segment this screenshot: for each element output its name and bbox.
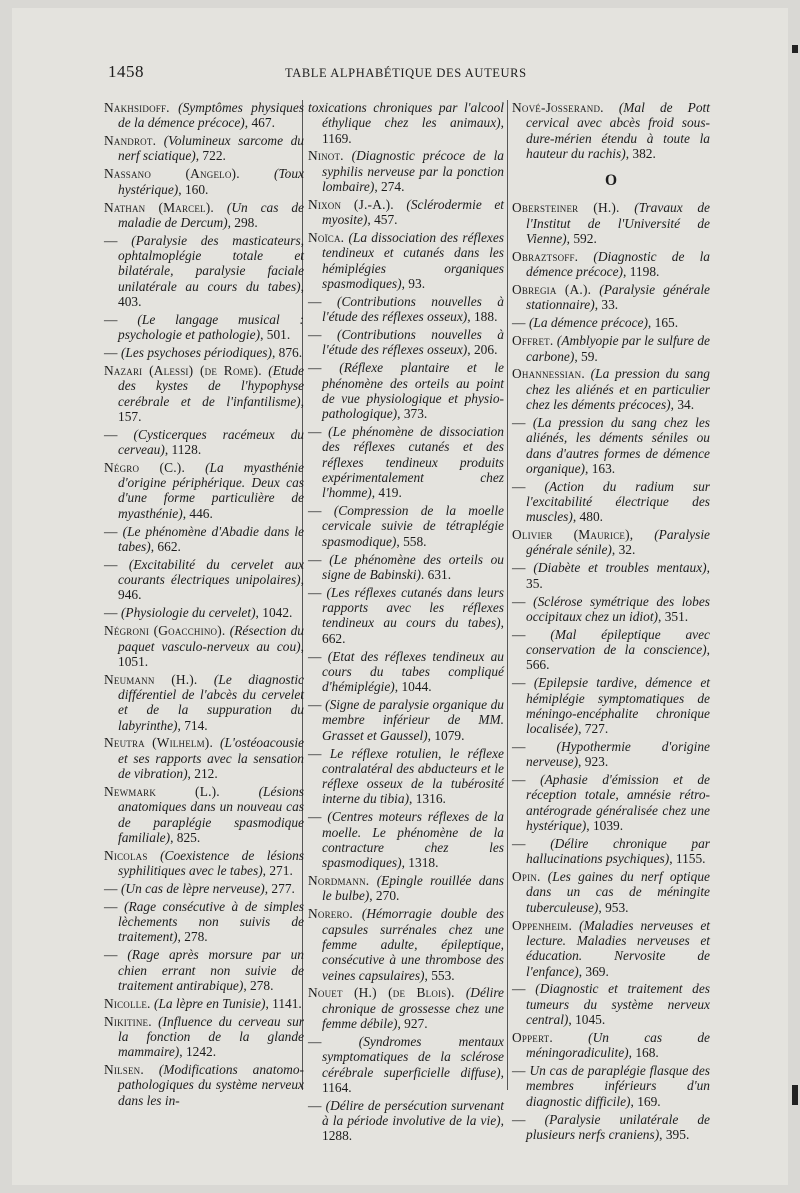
author-name: Nicolle. bbox=[104, 995, 151, 1011]
index-entry bbox=[308, 360, 504, 421]
page-reference: , 1316. bbox=[409, 791, 446, 807]
page-reference: , 188. bbox=[467, 309, 498, 325]
author-name: — bbox=[104, 345, 118, 361]
index-entry bbox=[104, 166, 304, 197]
index-entry bbox=[308, 503, 504, 549]
index-entry bbox=[512, 315, 710, 330]
page-reference: , 1042. bbox=[255, 605, 293, 621]
page-header bbox=[0, 62, 800, 86]
author-name: Nakhsidoff. bbox=[104, 100, 170, 115]
work-title: (Résection du paquet vasculo-nerveux au cou) bbox=[118, 623, 304, 654]
page-reference: , 351. bbox=[658, 608, 689, 624]
index-column-3 bbox=[512, 100, 710, 1145]
work-title: (Réflexe plantaire et le phénomène des orteils au point de vue physiologique et physio-pathologique) bbox=[322, 360, 504, 422]
index-entry bbox=[308, 552, 504, 583]
author-name: Oppenheim. bbox=[512, 917, 573, 933]
page-reference: , 157. bbox=[118, 393, 304, 424]
index-entry bbox=[104, 848, 304, 879]
author-name: Oppert. bbox=[512, 1029, 553, 1045]
author-name: Obraztsoff. bbox=[512, 248, 579, 264]
work-title: (Un cas de méningoradiculite) bbox=[526, 1029, 710, 1061]
author-name: — bbox=[104, 232, 118, 248]
author-name: — bbox=[308, 503, 322, 519]
work-title: (La myasthénie d'origine périphérique. Deux cas d'une forme particulière de myasthénie) bbox=[118, 459, 304, 521]
index-entry bbox=[104, 524, 304, 555]
page-reference: , 59. bbox=[574, 348, 598, 364]
page-reference: , 553. bbox=[424, 967, 455, 983]
page-reference: , 592. bbox=[566, 231, 597, 247]
page-reference: , 1288. bbox=[322, 1112, 504, 1144]
index-entry bbox=[104, 996, 304, 1011]
author-name: — bbox=[512, 315, 526, 331]
index-entry bbox=[308, 697, 504, 743]
index-entry bbox=[512, 918, 710, 979]
page-reference: , 927. bbox=[397, 1016, 428, 1032]
page-reference: , 662. bbox=[322, 615, 504, 646]
author-name: — bbox=[512, 739, 526, 754]
page-reference: , 1044. bbox=[394, 679, 432, 695]
author-name: Nicolas bbox=[104, 847, 148, 863]
author-name: Négro (C.). bbox=[104, 459, 185, 475]
page-reference: , 1039. bbox=[586, 818, 624, 834]
index-entry bbox=[512, 627, 710, 673]
work-title: (Paralysie des masticateurs, ophtalmoplégie totale et bilatérale, paralysie faciale unilatérale au cours du tabes) bbox=[118, 232, 304, 294]
author-name: — bbox=[104, 880, 118, 896]
index-entry bbox=[104, 899, 304, 945]
work-title: (Centres moteurs réflexes de la moelle. Le phénomène de la contracture chez les spasmodiques) bbox=[322, 809, 504, 871]
index-entry bbox=[104, 345, 304, 360]
author-name: — bbox=[512, 835, 526, 851]
work-title: (Paralysie générale sénile) bbox=[526, 527, 710, 558]
index-entry bbox=[308, 148, 504, 194]
index-entry bbox=[512, 836, 710, 867]
index-entry bbox=[512, 1112, 710, 1143]
index-entry bbox=[512, 249, 710, 280]
author-name: — bbox=[308, 697, 322, 713]
work-title: (Sclérodermie et myosite) bbox=[322, 196, 504, 228]
work-title: (Lésions anatomiques dans un nouveau cas de paraplégie spasmodique familiale) bbox=[118, 783, 304, 845]
author-name: — bbox=[308, 1033, 322, 1049]
index-entry bbox=[308, 906, 504, 982]
author-name: — bbox=[512, 478, 526, 494]
index-entry bbox=[104, 100, 304, 131]
author-name: — bbox=[308, 1097, 322, 1113]
page-reference: , 1155. bbox=[669, 851, 706, 867]
work-title: (L'ostéoacousie et ses rapports avec la sensation de vibration) bbox=[118, 735, 304, 782]
index-column-2 bbox=[308, 100, 504, 1146]
author-name: — bbox=[308, 809, 322, 825]
work-title: (Etude des kystes de l'hypophyse cerébrale et de l'infantilisme) bbox=[118, 362, 304, 409]
page-reference: , 1169. bbox=[322, 115, 504, 146]
index-entry bbox=[512, 594, 710, 625]
page-reference: , 160. bbox=[178, 181, 209, 197]
index-entry bbox=[308, 294, 504, 325]
work-title: (Délire chronique de grossesse chez une femme débile) bbox=[322, 985, 504, 1032]
running-title: TABLE ALPHABÉTIQUE DES AUTEURS bbox=[285, 66, 527, 80]
work-title: (Symptômes physiques de la démence précoce) bbox=[118, 100, 304, 131]
index-entry bbox=[104, 200, 304, 231]
page-reference: , 946. bbox=[118, 572, 304, 603]
index-entry bbox=[104, 784, 304, 845]
work-title: (Amblyopie par le sulfure de carbone) bbox=[526, 333, 710, 364]
page-reference: , 501. bbox=[260, 327, 291, 343]
work-title: (Hypothermie d'origine nerveuse) bbox=[526, 739, 710, 770]
page-edge-mark bbox=[792, 1085, 798, 1105]
index-entry bbox=[308, 230, 504, 291]
author-name: Nikitine. bbox=[104, 1013, 152, 1029]
work-title: (Compression de la moelle cervicale suivie de tétraplégie spasmodique) bbox=[322, 503, 504, 549]
index-entry bbox=[308, 809, 504, 870]
page-reference: , 1045. bbox=[568, 1012, 606, 1028]
page-reference: , 825. bbox=[170, 829, 201, 845]
work-title: (Epilepsie tardive, démence et hémiplégie symptomatiques de méningo-encéphalite chronique localisée) bbox=[526, 675, 710, 737]
index-entry bbox=[104, 133, 304, 164]
author-name: — bbox=[308, 584, 322, 600]
author-name: Neutra (Wilhelm). bbox=[104, 735, 213, 751]
author-name: Négroni (Goacchino). bbox=[104, 623, 226, 639]
work-title: (Diagnostic précoce de la syphilis nerveuse par la ponction lombaire) bbox=[322, 148, 504, 195]
index-entry bbox=[308, 649, 504, 695]
work-title: (Aphasie d'émission et de réception totale, amnésie rétro-antérograde généralisée chez une hystérique) bbox=[526, 772, 710, 834]
index-entry bbox=[512, 739, 710, 770]
author-name: — bbox=[512, 981, 526, 997]
index-entry bbox=[512, 479, 710, 525]
author-name: — bbox=[104, 523, 118, 539]
page-reference: , 558. bbox=[396, 533, 427, 549]
work-title: (Coexistence de lésions syphilitiques avec le tabes) bbox=[118, 847, 304, 879]
page-reference: , 35. bbox=[526, 560, 710, 591]
column-divider bbox=[507, 100, 508, 1090]
author-name: Obersteiner (H.). bbox=[512, 200, 620, 216]
work-title: (Les psychoses périodiques) bbox=[120, 345, 272, 361]
author-name: — bbox=[308, 424, 322, 440]
page-reference: , 298. bbox=[227, 214, 258, 230]
page-reference: , 34. bbox=[670, 397, 695, 413]
page-reference: , 1164. bbox=[322, 1064, 504, 1095]
author-name: — bbox=[104, 605, 118, 621]
work-title: (Le phénomène d'Abadie dans le tabes) bbox=[118, 523, 304, 554]
author-name: — bbox=[104, 311, 118, 327]
author-name: — bbox=[308, 745, 322, 761]
author-name: Neumann (H.). bbox=[104, 671, 198, 687]
author-name: — bbox=[512, 593, 526, 609]
work-title: (Influence du cerveau sur la fonction de la glande mammaire) bbox=[118, 1013, 304, 1060]
work-title: (Volumineux sarcome du nerf sciatique) bbox=[118, 133, 304, 164]
author-name: — bbox=[104, 947, 118, 963]
index-entry bbox=[512, 869, 710, 915]
index-entry bbox=[104, 623, 304, 669]
author-name: Ninot. bbox=[308, 148, 344, 164]
page-reference: , 93. bbox=[401, 276, 426, 292]
page-reference: , 271. bbox=[262, 863, 293, 879]
author-name: — bbox=[308, 293, 322, 309]
author-name: Newmark (L.). bbox=[104, 783, 220, 799]
index-entry bbox=[104, 947, 304, 993]
work-title: (Diagnostic et traitement des tumeurs du système nerveux central) bbox=[526, 981, 710, 1028]
work-title: (Hémorragie double des capsules surrénales chez une femme adulte, épileptique, consécutive à une thrombose des veines capsulaires) bbox=[322, 906, 504, 983]
page-reference: , 953. bbox=[598, 899, 629, 915]
page-reference: , 1128. bbox=[164, 441, 202, 457]
page-reference: , 727. bbox=[578, 721, 609, 737]
page-reference: , 457. bbox=[367, 212, 398, 228]
index-entry bbox=[512, 282, 710, 313]
page-reference: , 662. bbox=[150, 538, 181, 554]
work-title: (La dissociation des réflexes tendineux et cutanés dans les hémiplégies organiques spasmodiques) bbox=[322, 230, 504, 292]
index-entry bbox=[512, 772, 710, 833]
page-reference: , 876. bbox=[271, 345, 303, 361]
page-reference: , 278. bbox=[177, 929, 208, 945]
section-letter: O bbox=[604, 172, 618, 190]
index-entry bbox=[512, 560, 710, 591]
author-name: — bbox=[512, 675, 526, 691]
page-reference: , 722. bbox=[195, 148, 226, 164]
work-title: (Le diagnostic différentiel de l'abcès du cervelet et de la suppuration du labyrinthe) bbox=[118, 671, 304, 733]
index-entry bbox=[308, 746, 504, 807]
author-name: Nazari (Alessi) (de Rome). bbox=[104, 362, 262, 378]
work-title: (Excitabilité du cervelet aux courants électriques unipolaires) bbox=[118, 556, 304, 588]
index-entry bbox=[308, 1034, 504, 1095]
work-title: (Les gaines du nerf optique dans un cas de méningite tuberculeuse) bbox=[526, 869, 710, 915]
author-name: — bbox=[512, 772, 526, 788]
work-title: (La démence précoce) bbox=[528, 315, 648, 331]
index-entry bbox=[512, 100, 710, 161]
work-title: (Contributions nouvelles à l'étude des réflexes osseux) bbox=[322, 293, 504, 325]
page-reference: , 1198. bbox=[623, 264, 660, 280]
page-reference: , 1242. bbox=[179, 1044, 217, 1060]
page-reference: , 403. bbox=[118, 278, 304, 309]
author-name: Nouet (H.) (de Blois). bbox=[308, 985, 455, 1001]
page-reference: , 1318. bbox=[401, 855, 439, 871]
page-reference: , 714. bbox=[177, 717, 208, 733]
index-entry bbox=[512, 527, 710, 558]
page-reference: , 395. bbox=[659, 1126, 690, 1142]
index-entry bbox=[512, 1063, 710, 1109]
index-entry bbox=[104, 312, 304, 343]
author-name: Nathan (Marcel). bbox=[104, 199, 214, 215]
index-entry bbox=[512, 366, 710, 412]
index-entry bbox=[308, 585, 504, 646]
work-title: (Physiologie du cervelet) bbox=[120, 605, 256, 621]
work-title: (Le langage musical : psychologie et pathologie) bbox=[118, 311, 304, 343]
work-title: (Délire chronique par hallucinations psychiques) bbox=[526, 835, 710, 867]
work-title: (Contributions nouvelles à l'étude des réflexes osseux) bbox=[322, 327, 504, 358]
page-reference: , 373. bbox=[397, 406, 428, 422]
page-reference: , 169. bbox=[630, 1093, 661, 1109]
index-entry bbox=[308, 1098, 504, 1144]
author-name: — bbox=[512, 414, 526, 430]
work-title: (Diabète et troubles mentaux) bbox=[533, 560, 707, 576]
index-entry bbox=[308, 985, 504, 1031]
index-entry bbox=[308, 100, 504, 146]
page-reference: , 163. bbox=[585, 460, 616, 476]
page-reference: , 165. bbox=[647, 315, 679, 331]
work-title: Le réflexe rotulien, le réflexe contralatéral des abducteurs et le réflexe osseux de la tubérosité interne du tibia) bbox=[322, 745, 504, 807]
index-entry bbox=[104, 233, 304, 309]
page-reference: , 212. bbox=[187, 766, 218, 782]
author-name: Nordmann. bbox=[308, 873, 370, 889]
work-title: (Etat des réflexes tendineux au cours du tabes compliqué d'hémiplégie) bbox=[322, 648, 504, 695]
page-reference: , 419. bbox=[371, 485, 402, 501]
page-reference: , 1141. bbox=[265, 995, 302, 1011]
author-name: — bbox=[512, 560, 526, 576]
page-reference: , 923. bbox=[578, 754, 609, 770]
work-title: (Toux hystérique) bbox=[118, 166, 304, 197]
work-title: (Mal épileptique avec conservation de la conscience) bbox=[526, 626, 710, 658]
work-title: (La lèpre en Tunisie) bbox=[153, 995, 266, 1011]
author-name: Opin. bbox=[512, 869, 541, 885]
work-title: (Travaux de l'Institut de l'Université de Vienne) bbox=[526, 200, 710, 247]
index-entry bbox=[104, 427, 304, 458]
index-entry bbox=[308, 424, 504, 500]
page-edge-mark bbox=[792, 45, 798, 53]
page-reference: , 274. bbox=[374, 179, 405, 195]
work-title: (Rage après morsure par un chien errant non suivie de traitement antirabique) bbox=[118, 947, 304, 993]
author-name: Nandrot. bbox=[104, 133, 157, 149]
author-name: Nilsen. bbox=[104, 1062, 144, 1078]
work-title: (Action du radium sur l'excitabilité électrique des muscles) bbox=[526, 478, 710, 525]
author-name: — bbox=[308, 551, 322, 567]
author-name: Noïca. bbox=[308, 230, 345, 246]
work-title: (Rage consécutive à de simples lèchements non suivis de traitement) bbox=[118, 898, 304, 945]
page-reference: , 566. bbox=[526, 642, 710, 673]
work-title: (Les réflexes cutanés dans leurs rapports avec les réflexes tendineux au cours du tabes) bbox=[322, 584, 504, 631]
page-reference: , 277. bbox=[264, 880, 295, 896]
work-title: (Sclérose symétrique des lobes occipitaux chez un idiot) bbox=[526, 593, 710, 624]
work-title: (La pression du sang chez les aliénés et en particulier chez les déments précoces) bbox=[526, 366, 710, 413]
page-reference: , 206. bbox=[467, 342, 498, 358]
author-name: Ohannessian. bbox=[512, 366, 585, 382]
page-reference: , 278. bbox=[243, 977, 274, 993]
index-column-1 bbox=[104, 100, 304, 1111]
index-entry bbox=[512, 1030, 710, 1061]
work-title: (Epingle rouillée dans le bulbe) bbox=[322, 873, 504, 904]
author-name: — bbox=[104, 556, 118, 572]
index-entry bbox=[104, 363, 304, 424]
work-title: (Paralysie générale stationnaire) bbox=[526, 282, 710, 313]
page-reference: , 32. bbox=[611, 542, 636, 558]
work-title: (Diagnostic de la démence précoce) bbox=[526, 248, 710, 280]
work-title: (Maladies nerveuses et lecture. Maladies nerveuses et éducation. Nervosite de l'enfance) bbox=[526, 917, 710, 979]
index-entry bbox=[308, 197, 504, 228]
index-entry bbox=[104, 605, 304, 620]
author-name: Nassano (Angelo). bbox=[104, 166, 240, 182]
work-title: toxications chroniques par l'alcool éthylique chez les animaux) bbox=[308, 100, 504, 131]
work-title: (Mal de Pott cervical avec abcès froid sous-dure-mérien étendu à toute la hauteur du rachis) bbox=[526, 100, 710, 161]
author-name: Norero. bbox=[308, 906, 353, 922]
index-entry bbox=[512, 333, 710, 364]
work-title: (Le phénomène de dissociation des réflexes cutanés et des réflexes tendineux produits expérimentalement chez l'homme) bbox=[322, 424, 504, 501]
author-name: Nové-Josserand. bbox=[512, 100, 604, 115]
work-title: (Modifications anatomo-pathologiques du système nerveux dans les in- bbox=[118, 1062, 304, 1108]
index-entry bbox=[104, 735, 304, 781]
author-name: Olivier (Maurice), bbox=[512, 527, 634, 543]
work-title: (Le phénomène des orteils ou signe de Babinski) bbox=[322, 551, 504, 582]
author-name: — bbox=[512, 1063, 526, 1079]
work-title: (Cysticerques racémeux du cerveau) bbox=[118, 426, 304, 457]
index-entry bbox=[104, 881, 304, 896]
page-reference: , 168. bbox=[628, 1045, 659, 1061]
author-name: Nixon (J.-A.). bbox=[308, 196, 394, 212]
page-reference: , 33. bbox=[594, 297, 619, 313]
index-entry bbox=[104, 460, 304, 521]
page-number: 1458 bbox=[108, 62, 144, 81]
index-entry bbox=[512, 675, 710, 736]
index-entry bbox=[512, 415, 710, 476]
index-entry bbox=[308, 873, 504, 904]
author-name: — bbox=[104, 898, 118, 914]
author-name: — bbox=[104, 426, 118, 442]
author-name: — bbox=[308, 360, 322, 376]
index-entry bbox=[308, 327, 504, 358]
index-entry bbox=[512, 200, 710, 246]
index-entry bbox=[512, 981, 710, 1027]
work-title: (La pression du sang chez les aliénés, les déments séniles ou dans d'autres formes de démence organique) bbox=[526, 414, 710, 476]
index-entry bbox=[104, 1014, 304, 1060]
page-reference: , 369. bbox=[578, 963, 609, 979]
work-title: (Un cas de maladie de Dercum) bbox=[118, 199, 304, 230]
page-reference: , 446. bbox=[182, 505, 213, 521]
page-reference: , 382. bbox=[625, 145, 656, 161]
page-reference: , 270. bbox=[369, 888, 400, 904]
author-name: — bbox=[308, 327, 322, 343]
author-name: — bbox=[512, 626, 526, 642]
page-reference: , 480. bbox=[572, 509, 603, 525]
index-entry bbox=[104, 672, 304, 733]
author-name: Obregia (A.). bbox=[512, 282, 592, 298]
page-reference: , 467. bbox=[244, 115, 275, 131]
work-title: (Un cas de lèpre nerveuse) bbox=[120, 880, 265, 896]
work-title: (Syndromes mentaux symptomatiques de la sclérose cérébrale superficielle diffuse) bbox=[322, 1033, 504, 1080]
author-name: — bbox=[308, 648, 322, 664]
work-title: (Signe de paralysie organique du membre inférieur de MM. Grasset et Gaussel) bbox=[322, 697, 504, 743]
index-entry bbox=[104, 1062, 304, 1108]
work-title: (Délire de persécution survenant à la période involutive de la vie) bbox=[322, 1097, 504, 1128]
author-name: Offret. bbox=[512, 333, 554, 349]
page-reference: , 1051. bbox=[118, 638, 304, 669]
index-entry bbox=[104, 557, 304, 603]
page-reference: , 1079. bbox=[427, 727, 465, 743]
work-title: (Paralysie unilatérale de plusieurs nerfs craniens) bbox=[526, 1111, 710, 1142]
work-title: Un cas de paraplégie flasque des membres inférieurs d'un diagnostic difficile) bbox=[526, 1063, 710, 1109]
author-name: — bbox=[512, 1111, 526, 1127]
page-reference: . 631. bbox=[420, 566, 452, 582]
